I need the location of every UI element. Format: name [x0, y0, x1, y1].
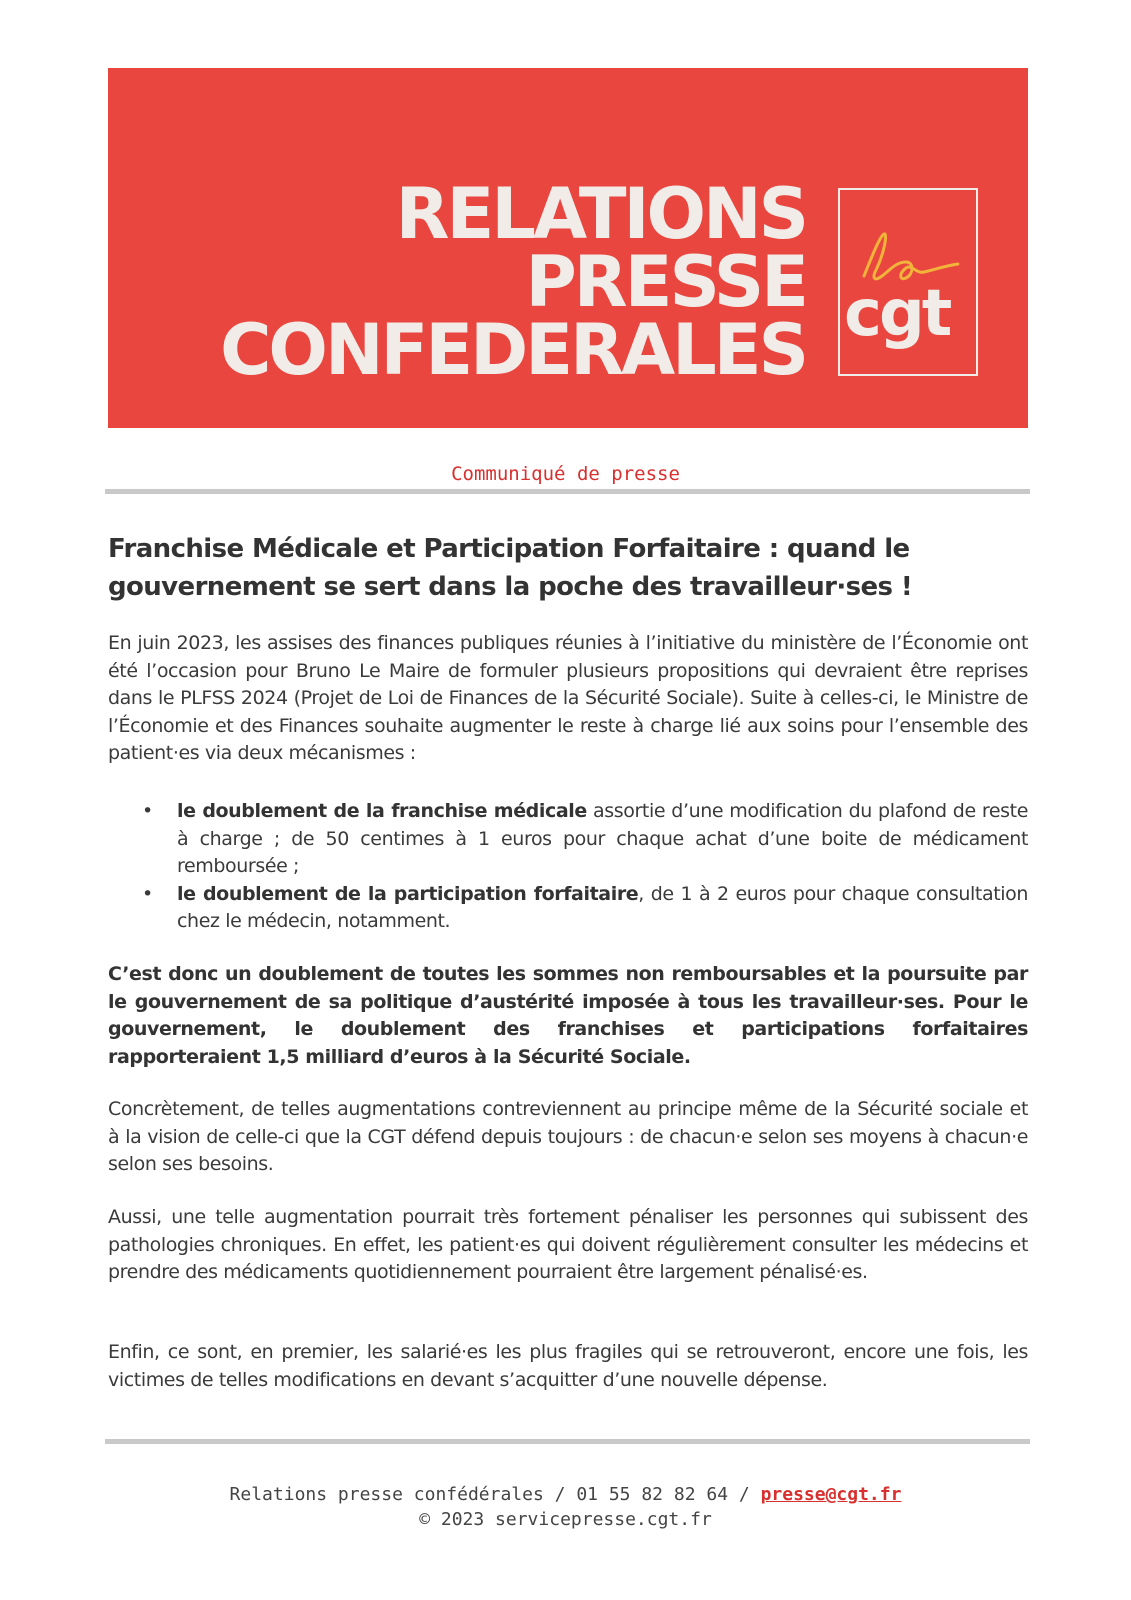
banner-line-presse: PRESSE: [525, 241, 806, 323]
press-release-label: Communiqué de presse: [451, 463, 680, 485]
banner-line-relations: RELATIONS: [395, 173, 806, 255]
top-divider: [105, 489, 1030, 494]
footer-email-link[interactable]: presse@cgt.fr: [760, 1484, 902, 1505]
list-item-text: , de 1 à 2 euros pour chaque consultation chez le médecin, notamment.: [177, 882, 1028, 932]
list-item-bold: le doublement de la participation forfaitaire: [177, 882, 639, 905]
logo-cgt-text: cgt: [844, 277, 950, 351]
bullet-icon: •: [142, 800, 153, 822]
footer-contact: [0, 1484, 1131, 1505]
header-banner: [108, 68, 1028, 428]
footer-copyright: © 2023 servicepresse.cgt.fr: [419, 1509, 712, 1530]
mechanism-list: [108, 798, 1028, 936]
footer-contact-text: Relations presse confédérales / 01 55 82 82 64 /: [229, 1484, 761, 1505]
cgt-logo: [838, 188, 978, 376]
bottom-divider: [105, 1439, 1030, 1444]
intro-paragraph: En juin 2023, les assises des finances publiques réunies à l’initiative du ministère de l’Économie ont été l’occasion pour Bruno Le Maire de formuler plusieurs propositions qui devraient être reprises dans le PLFSS 2024 (Projet de Loi de Finances de la Sécurité Sociale). Suite à celles-ci, le Ministre de l’Économie et des Finances souhaite augmenter le reste à charge lié aux soins pour l’ensemble des patient·es via deux mécanismes :: [108, 632, 1028, 764]
list-item: [108, 881, 1028, 936]
body-paragraph: Enfin, ce sont, en premier, les salarié·es les plus fragiles qui se retrouveront, encore une fois, les victimes de telles modifications en devant s’acquitter d’une nouvelle dépense.: [108, 1341, 1028, 1391]
list-item-text: assortie d’une modification du plafond de reste à charge ; de 50 centimes à 1 euros pour chaque achat d’une boite de médicament remboursée ;: [177, 800, 1029, 877]
list-item-bold: le doublement de la franchise médicale: [177, 800, 587, 822]
bullet-icon: •: [142, 882, 153, 905]
list-item: [108, 798, 1028, 881]
key-statement-paragraph: C’est donc un doublement de toutes les sommes non remboursables et la poursuite par le gouvernement de sa politique d’austérité imposée à tous les travailleur·ses. Pour le gouvernement, le doublement des franchises et participations forfaitaires rapporteraient 1,5 milliard d’euros à la Sécurité Sociale.: [108, 963, 1028, 1068]
banner-line-confederales: CONFEDERALES: [220, 309, 806, 391]
page-title: Franchise Médicale et Participation Forfaitaire : quand le gouvernement se sert dans la poche des travailleur·ses !: [108, 534, 913, 602]
banner-wordmark: [220, 173, 806, 391]
body-paragraph: Concrètement, de telles augmentations contreviennent au principe même de la Sécurité sociale et à la vision de celle-ci que la CGT défend depuis toujours : de chacun·e selon ses moyens à chacun·e selon ses besoins.: [108, 1098, 1028, 1175]
body-paragraph: Aussi, une telle augmentation pourrait très fortement pénaliser les personnes qui subissent des pathologies chroniques. En effet, les patient·es qui doivent régulièrement consulter les médecins et prendre des médicaments quotidiennement pourraient être largement pénalisé·es.: [108, 1206, 1028, 1283]
